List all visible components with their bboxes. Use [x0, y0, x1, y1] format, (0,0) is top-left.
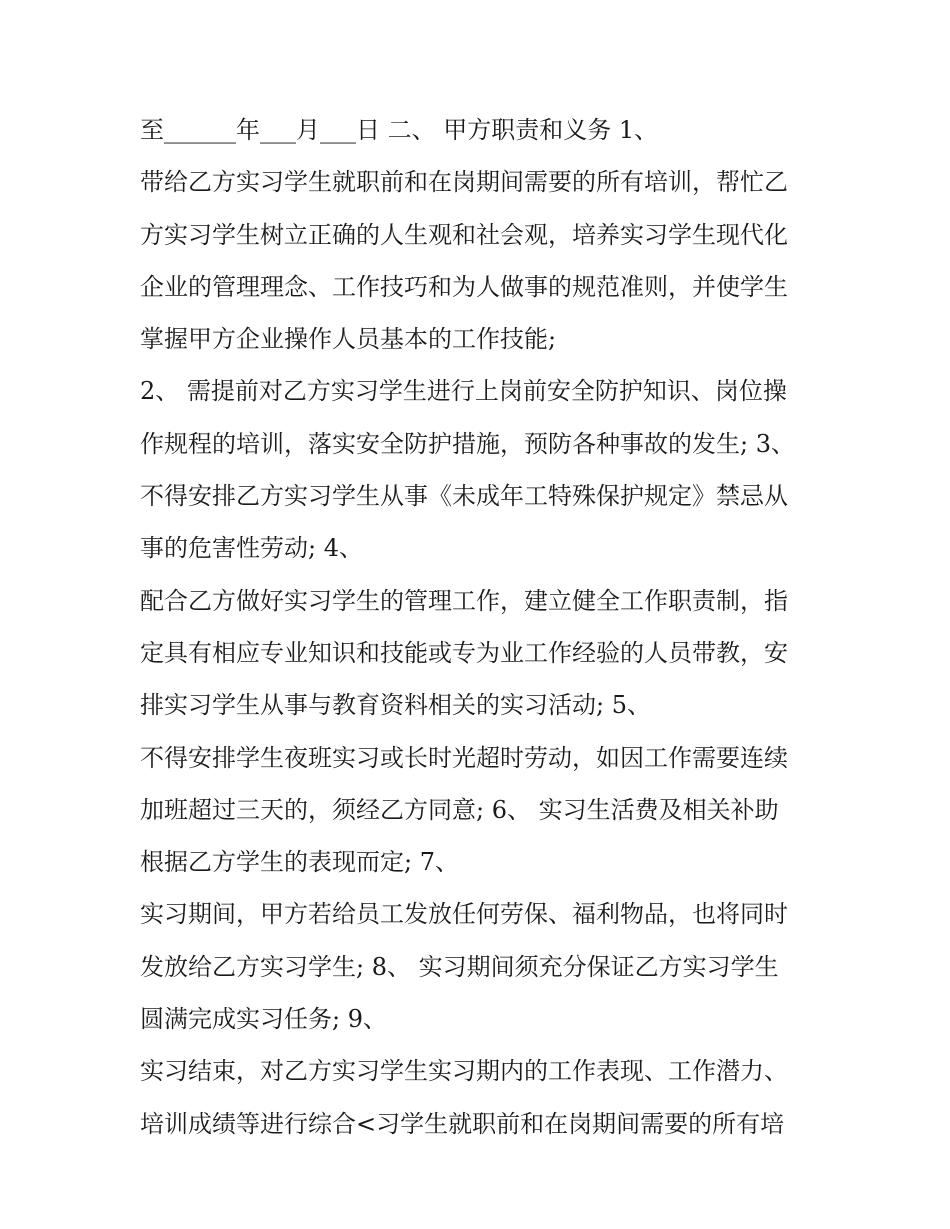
text-line: 企业的管理理念、工作技巧和为人做事的规范准则，并使学生 [140, 272, 788, 301]
text-line: 不得安排乙方实习学生从事《未成年工特殊保护规定》禁忌从 [140, 482, 788, 511]
document-body [140, 108, 820, 1154]
text-line: 带给乙方实习学生就职前和在岗期间需要的所有培训，帮忙乙 [140, 168, 788, 197]
text-line: 2、 需提前对乙方实习学生进行上岗前安全防护知识、岗位操 [140, 377, 787, 406]
text-line: 圆满完成实习任务; 9、 [140, 1005, 387, 1034]
text-line: 至______年___月___日 二、 甲方职责和义务 1、 [140, 116, 659, 144]
text-line: 配合乙方做好实习学生的管理工作，建立健全工作职责制，指 [140, 586, 788, 615]
text-line: 掌握甲方企业操作人员基本的工作技能; [140, 325, 557, 354]
text-line: 方实习学生树立正确的人生观和社会观，培养实习学生现代化 [140, 220, 788, 249]
text-line: 根据乙方学生的表现而定; 7、 [140, 848, 459, 877]
text-line: 事的危害性劳动; 4、 [140, 534, 363, 563]
text-line: 发放给乙方实习学生; 8、 实习期间须充分保证乙方实习学生 [140, 952, 779, 981]
text-line: 实习结束，对乙方实习学生实习期内的工作表现、工作潜力、 [140, 1057, 788, 1086]
text-line: 加班超过三天的，须经乙方同意; 6、 实习生活费及相关补助 [140, 795, 779, 824]
text-line: 实习期间，甲方若给员工发放任何劳保、福利物品，也将同时 [140, 900, 788, 929]
text-line: 排实习学生从事与教育资料相关的实习活动; 5、 [140, 691, 651, 720]
text-line: 作规程的培训，落实安全防护措施，预防各种事故的发生; 3、 [140, 429, 795, 458]
text-line: 培训成绩等进行综合<习学生就职前和在岗期间需要的所有培 [140, 1109, 785, 1138]
text-line: 不得安排学生夜班实习或长时光超时劳动，如因工作需要连续 [140, 743, 788, 772]
text-line: 定具有相应专业知识和技能或专为业工作经验的人员带教，安 [140, 638, 788, 667]
